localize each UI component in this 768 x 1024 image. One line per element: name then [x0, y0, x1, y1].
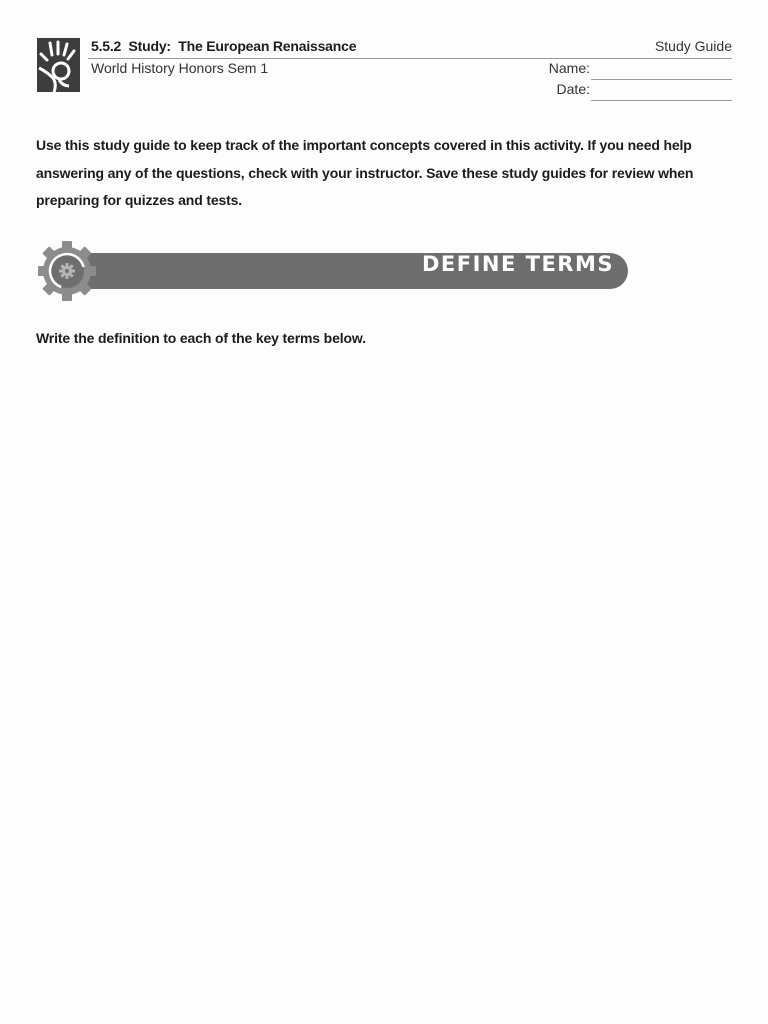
name-field[interactable] [591, 79, 732, 80]
date-field[interactable] [591, 100, 732, 101]
name-label: Name: [548, 60, 590, 76]
document-type-label: Study Guide [654, 38, 732, 54]
instruction-text: Write the definition to each of the key terms below. [36, 330, 366, 346]
intro-paragraph: Use this study guide to keep track of the important concepts covered in this activity. If you need help answering any of the questions, check with your instructor. Save these study guides for review when preparing for quizzes and tests. [36, 137, 694, 208]
hand-lightbulb-logo-icon [37, 38, 80, 92]
lesson-title: 5.5.2 Study: The European Renaissance [91, 38, 357, 54]
section-title: DEFINE TERMS [421, 252, 614, 276]
gear-icon [38, 241, 96, 301]
header-divider [88, 58, 732, 59]
course-name: World History Honors Sem 1 [91, 60, 269, 76]
date-label: Date: [556, 81, 590, 97]
